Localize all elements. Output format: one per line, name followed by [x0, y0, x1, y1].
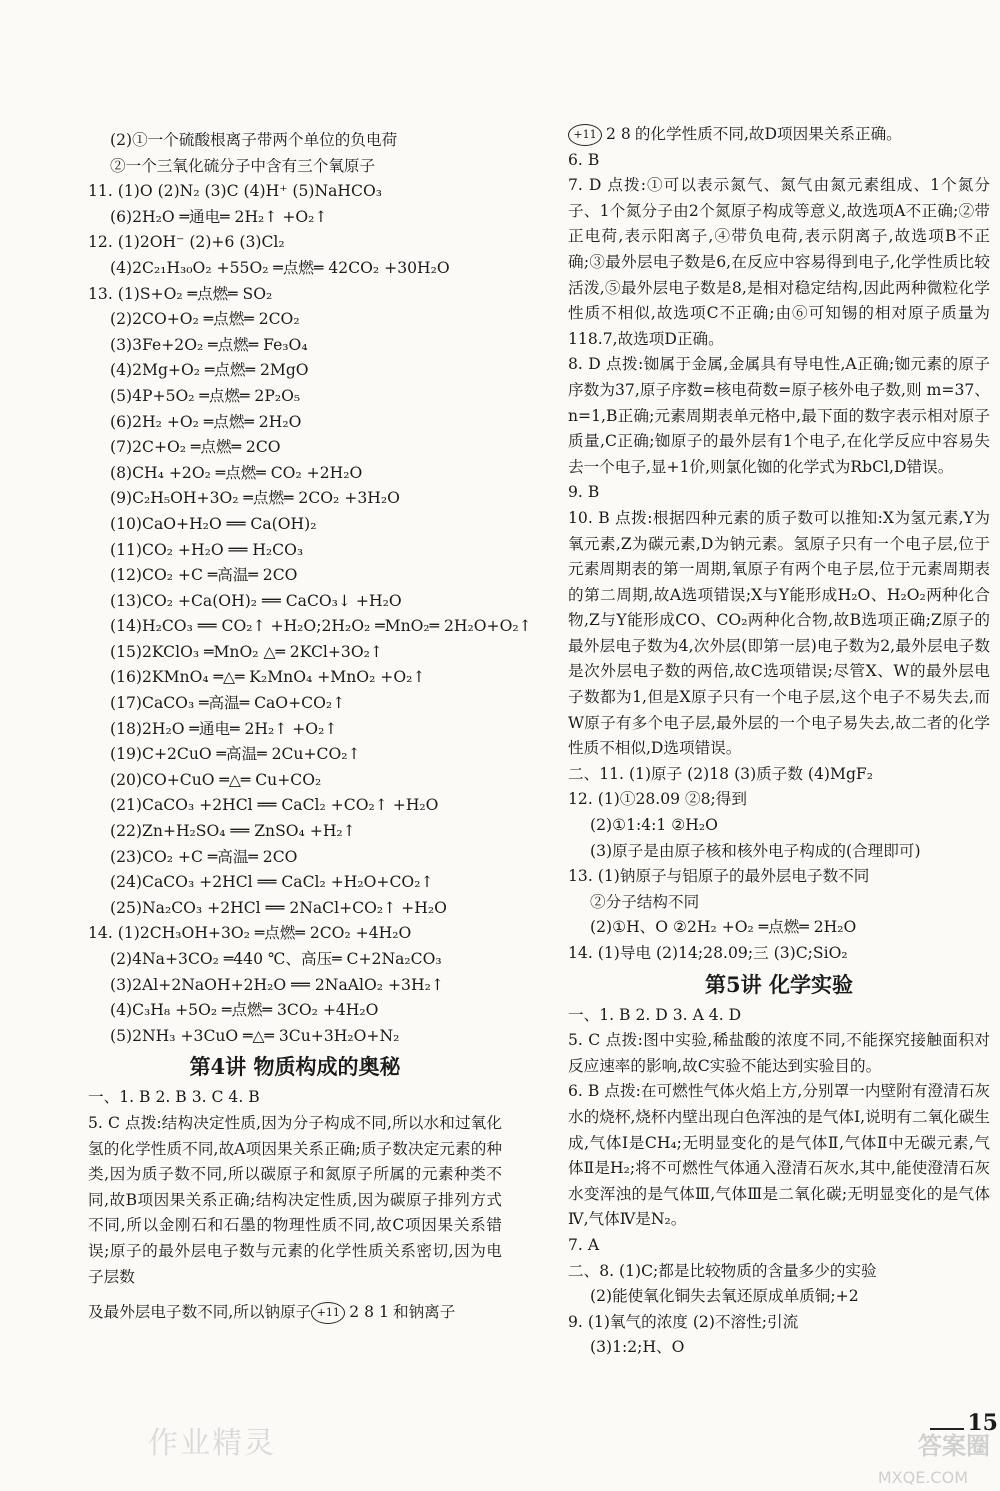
answer-paragraph: 5. C 点拨:结构决定性质,因为分子构成不同,所以水和过氧化氢的化学性质不同,故A项因果关系正确;质子数决定元素的种类,因为质子数不同,所以碳原子和氮原子所属的元素种类不同,故B项因果关系正确;结构决定性质,因为碳原子排列方式不同,所以金刚石和石墨的物理性质不同,故C项因果关系错误;原子的最外层电子数与元素的化学性质关系密切,因为电子层数 — [88, 1113, 502, 1286]
answer-text: 及最外层电子数不同,所以钠原子 — [88, 1303, 312, 1322]
answer-line: 13. (1)S+O₂ ═点燃═ SO₂ — [88, 284, 273, 303]
right-column — [568, 125, 990, 1361]
answer-line: (10)CaO+H₂O ══ Ca(OH)₂ — [110, 514, 317, 533]
answer-line: (4)2Mg+O₂ ═点燃═ 2MgO — [110, 361, 309, 380]
answer-line: (25)Na₂CO₃ +2HCl ══ 2NaCl+CO₂↑ +H₂O — [110, 898, 447, 917]
answer-line: 一、1. B 2. D 3. A 4. D — [568, 1005, 742, 1024]
answer-line: (23)CO₂ +C ═高温═ 2CO — [110, 847, 298, 866]
answer-paragraph: 10. B 点拨:根据四种元素的质子数可以推知:X为氢元素,Y为氧元素,Z为碳元素,D为钠元素。氢原子只有一个电子层,位于元素周期表的第一周期,氧原子有两个电子层,位于元素周期表的第二周期,故A选项错误;X与Y能形成H₂O、H₂O₂两种化合物,Z与Y能形成CO、CO₂两种化合物,故B选项正确;Z原子的最外层电子数为4,次外层(即第一层)电子数为2,最外层电子数是次外层电子数的两倍,故C选项错误;尽管X、W的最外层电子数都为1,但是X原子只有一个电子层,这个电子不易失去,而W原子有多个电子层,最外层的一个电子易失去,故二者的化学性质不相似,D选项错误。 — [568, 508, 990, 758]
answer-line: (5)4P+5O₂ ═点燃═ 2P₂O₅ — [110, 386, 301, 405]
answer-line: 二、11. (1)原子 (2)18 (3)质子数 (4)MgF₂ — [568, 764, 873, 783]
answer-line: (2)4Na+3CO₂ ═440 ℃、高压═ C+2Na₂CO₃ — [110, 950, 442, 968]
answer-line: 6. B — [568, 150, 600, 169]
watermark-logo: 答案圈 — [918, 1432, 990, 1460]
answer-line: (6)2H₂ +O₂ ═点燃═ 2H₂O — [110, 412, 302, 431]
answer-line-with-atom-diagram — [88, 1300, 502, 1326]
answer-text: 的化学性质不同,故D项因果关系正确。 — [634, 125, 902, 143]
answer-line: (2)2CO+O₂ ═点燃═ 2CO₂ — [110, 310, 300, 329]
answer-line: 11. (1)O (2)N₂ (3)C (4)H⁺ (5)NaHCO₃ — [88, 182, 382, 201]
answer-line: (2)能使氧化铜失去氧还原成单质铜;+2 — [590, 1287, 859, 1306]
watermark-text: 作业精灵 — [148, 1426, 276, 1461]
answer-line: (2)①一个硫酸根离子带两个单位的负电荷 — [110, 131, 398, 149]
answer-line: ②分子结构不同 — [590, 892, 700, 911]
answer-line: (15)2KClO₃ ═MnO₂ △═ 2KCl+3O₂↑ — [110, 642, 383, 661]
answer-line: (20)CO+CuO ═△═ Cu+CO₂ — [110, 770, 322, 789]
answer-line: (2)①1:4:1 ②H₂O — [590, 816, 718, 835]
answer-line: 12. (1)2OH⁻ (2)+6 (3)Cl₂ — [88, 233, 285, 252]
answer-line: (7)2C+O₂ ═点燃═ 2CO — [110, 438, 281, 457]
answer-line: (13)CO₂ +Ca(OH)₂ ══ CaCO₃↓ +H₂O — [110, 591, 402, 610]
answer-line: (24)CaCO₃ +2HCl ══ CaCl₂ +H₂O+CO₂↑ — [110, 873, 434, 892]
left-column — [88, 128, 532, 1326]
answer-line: 13. (1)钠原子与铝原子的最外层电子数不同 — [568, 867, 870, 886]
answer-paragraph: 6. B 点拨:在可燃性气体火焰上方,分别罩一内壁附有澄清石灰水的烧杯,烧杯内壁出现白色浑浊的是气体Ⅰ,说明有二氧化碳生成,气体Ⅰ是CH₄;无明显变化的是气体Ⅱ,气体Ⅱ中无碳元素,气体Ⅱ是H₂;将不可燃性气体通入澄清石灰水,其中,能使澄清石灰水变浑浊的是气体Ⅲ,气体Ⅲ是二氧化碳;无明显变化的是气体Ⅳ,气体Ⅳ是N₂。 — [568, 1082, 990, 1229]
sodium-atom-nucleus: +11 — [311, 1302, 345, 1324]
answer-line: (9)C₂H₅OH+3O₂ ═点燃═ 2CO₂ +3H₂O — [110, 489, 400, 508]
section-title-lecture-4: 第4讲 物质构成的奥秘 — [189, 1054, 401, 1080]
sodium-atom-shells: 2 8 1 — [349, 1303, 389, 1322]
section-title-lecture-5: 第5讲 化学实验 — [705, 971, 853, 997]
answer-line: (18)2H₂O ═通电═ 2H₂↑ +O₂↑ — [110, 719, 338, 738]
answer-line: (22)Zn+H₂SO₄ ══ ZnSO₄ +H₂↑ — [110, 822, 356, 841]
answer-line: (3)1:2;H、O — [590, 1338, 685, 1357]
answer-line: (3)2Al+2NaOH+2H₂O ══ 2NaAlO₂ +3H₂↑ — [110, 975, 444, 994]
watermark-url: MXQE.COM — [877, 1468, 968, 1487]
answer-line: 二、8. (1)C;都是比较物质的含量多少的实验 — [568, 1261, 877, 1280]
answer-line: 7. A — [568, 1235, 600, 1254]
answer-line: (5)2NH₃ +3CuO ═△═ 3Cu+3H₂O+N₂ — [110, 1026, 400, 1045]
answer-line: (12)CO₂ +C ═高温═ 2CO — [110, 566, 298, 585]
answer-line: (3)原子是由原子核和核外电子构成的(合理即可) — [590, 841, 921, 860]
answer-line: 9. (1)氧气的浓度 (2)不溶性;引流 — [568, 1312, 799, 1331]
answer-line: 12. (1)①28.09 ②8;得到 — [568, 790, 747, 809]
answer-paragraph: 8. D 点拨:铷属于金属,金属具有导电性,A正确;铷元素的原子序数为37,原子序数=核电荷数=原子核外电子数,则 m=37、n=1,B正确;元素周期表单元格中,最下面的数字表示相对原子质量,C正确;铷原子的最外层有1个电子,在化学反应中容易失去一个电子,显+1价,则氯化铷的化学式为RbCl,D错误。 — [568, 355, 990, 476]
answer-line: 一、1. B 2. B 3. C 4. B — [88, 1088, 260, 1107]
answer-line-with-ion-diagram — [568, 122, 990, 148]
answer-line: (11)CO₂ +H₂O ══ H₂CO₃ — [110, 540, 304, 559]
answer-line: (3)3Fe+2O₂ ═点燃═ Fe₃O₄ — [110, 335, 308, 354]
answer-line: (6)2H₂O ═通电═ 2H₂↑ +O₂↑ — [110, 207, 328, 226]
sodium-ion-nucleus: +11 — [568, 124, 602, 146]
answer-text: 和钠离子 — [392, 1303, 456, 1322]
answer-line: (16)2KMnO₄ ═△═ K₂MnO₄ +MnO₂ +O₂↑ — [110, 668, 426, 687]
answer-line: (14)H₂CO₃ ══ CO₂↑ +H₂O;2H₂O₂ ═MnO₂═ 2H₂O+O₂↑ — [110, 617, 532, 636]
sodium-ion-shells: 2 8 — [606, 125, 631, 143]
answer-paragraph: 7. D 点拨:①可以表示氮气、氮气由氮元素组成、1个氮分子、1个氮分子由2个氮原子构成等意义,故选项A不正确;②带正电荷,表示阳离子,④带负电荷,表示阴离子,故选项B不正确;③最外层电子数是6,在反应中容易得到电子,化学性质比较活泼,⑤最外层电子数是8,是相对稳定结构,因此两种微粒化学性质不相似,故选项C不正确;由⑥可知锡的相对原子质量为118.7,故选项D正确。 — [568, 176, 990, 348]
answer-paragraph: 5. C 点拨:图中实验,稀盐酸的浓度不同,不能探究接触面积对反应速率的影响,故C实验不能达到实验目的。 — [568, 1031, 990, 1075]
answer-line: 14. (1)2CH₃OH+3O₂ ═点燃═ 2CO₂ +4H₂O — [88, 924, 412, 943]
answer-line: 9. B — [568, 483, 600, 502]
answer-line: ②一个三氧化硫分子中含有三个氧原子 — [110, 156, 376, 175]
page-number: 15 — [967, 1410, 998, 1436]
answer-line: (8)CH₄ +2O₂ ═点燃═ CO₂ +2H₂O — [110, 463, 363, 482]
answer-line: 14. (1)导电 (2)14;28.09;三 (3)C;SiO₂ — [568, 944, 848, 962]
answer-line: (19)C+2CuO ═高温═ 2Cu+CO₂↑ — [110, 745, 361, 764]
answer-line: (17)CaCO₃ ═高温═ CaO+CO₂↑ — [110, 694, 346, 713]
answer-line: (2)①H、O ②2H₂ +O₂ ═点燃═ 2H₂O — [590, 918, 857, 937]
answer-line: (4)C₃H₈ +5O₂ ═点燃═ 3CO₂ +4H₂O — [110, 1001, 379, 1020]
answer-line: (4)2C₂₁H₃₀O₂ +55O₂ ═点燃═ 42CO₂ +30H₂O — [110, 258, 450, 277]
answer-line: (21)CaCO₃ +2HCl ══ CaCl₂ +CO₂↑ +H₂O — [110, 796, 439, 815]
